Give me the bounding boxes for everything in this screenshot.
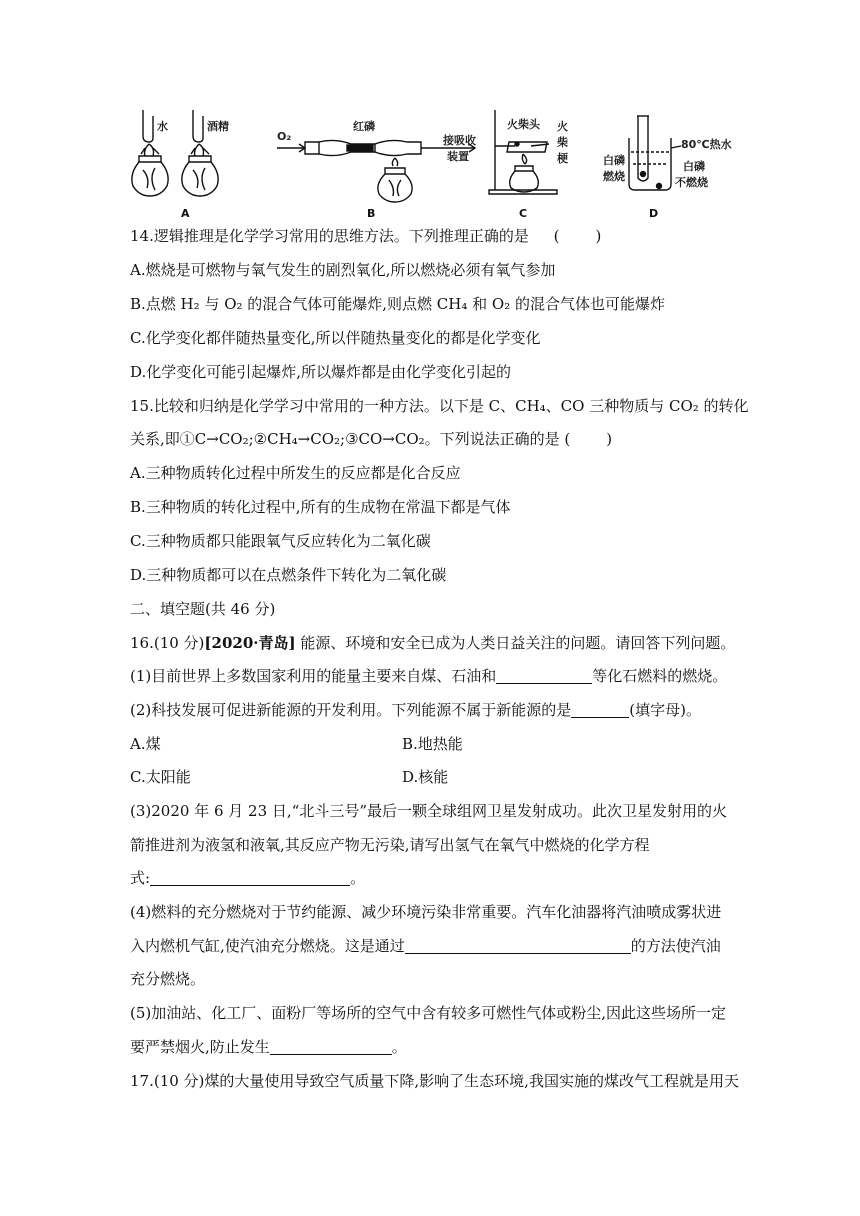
q16-part2-text: (2)科技发展可促进新能源的开发利用。下列能源不属于新能源的是: [130, 701, 572, 719]
q16-intro: 能源、环境和安全已成为人类日益关注的问题。请回答下列问题。: [295, 634, 736, 652]
q16-option-b: B.地热能: [402, 735, 463, 753]
q14-paren-open: (: [553, 227, 560, 245]
experiment-figures: [125, 108, 745, 218]
q16-option-c: C.太阳能: [130, 768, 191, 786]
label-match-stem-1: 火: [557, 120, 568, 133]
q14-stem-text: 14.逻辑推理是化学学习常用的思维方法。下列推理正确的是: [130, 227, 529, 245]
label-match-stem-2: 柴: [557, 136, 568, 149]
label-red-phosphorus: 红磷: [353, 120, 375, 133]
label-o2: O₂: [277, 130, 292, 143]
q14-option-a: A.燃烧是可燃物与氧气发生的剧烈氧化,所以燃烧必须有氧气参加: [130, 261, 556, 279]
figure-c: [487, 108, 587, 218]
label-wp-burn-2: 燃烧: [603, 170, 625, 183]
q16-part2: [130, 700, 701, 720]
q16-part4-text: 入内燃机气缸,使汽油充分燃烧。这是通过: [130, 937, 405, 955]
q16-part1-blank[interactable]: [496, 668, 592, 684]
q16-part2-tail: (填字母)。: [629, 701, 701, 719]
q16-score: 16.(10 分): [130, 634, 205, 652]
q16-part1-tail: 等化石燃料的燃烧。: [592, 667, 728, 685]
q16-part2-blank[interactable]: [571, 702, 629, 718]
q16-part3-label: 式:: [130, 869, 151, 887]
label-water: 水: [157, 120, 168, 133]
label-wp-noburn-2: 不燃烧: [675, 176, 708, 189]
q16-option-d: D.核能: [402, 768, 449, 786]
q14-stem: [130, 226, 601, 246]
label-match-head: 火柴头: [507, 118, 540, 131]
q16-part4-blank[interactable]: [405, 938, 631, 954]
q15-option-b: B.三种物质的转化过程中,所有的生成物在常温下都是气体: [130, 498, 511, 516]
section-heading: 二、填空题(共 46 分): [130, 600, 276, 618]
label-wp-noburn-1: 白磷: [683, 160, 705, 173]
q16-heading: [130, 633, 735, 653]
label-receiver-1: 接吸收: [443, 134, 476, 147]
q16-part5-line1: (5)加油站、化工厂、面粉厂等场所的空气中含有较多可燃性气体或粉尘,因此这些场所一定: [130, 1004, 727, 1022]
caption-b: B: [367, 207, 376, 220]
q15-option-c: C.三种物质都只能跟氧气反应转化为二氧化碳: [130, 532, 431, 550]
q15-stem-line2-text: 关系,即①C→CO₂;②CH₄→CO₂;③CO→CO₂。下列说法正确的是 (: [130, 430, 571, 448]
white-phosphorus-beaker-illustration: [609, 108, 745, 208]
caption-a: A: [181, 207, 190, 220]
figure-b: [275, 108, 505, 218]
label-wp-burn-1: 白磷: [603, 154, 625, 167]
q16-part5-line2: [130, 1037, 407, 1057]
figure-a: [125, 108, 245, 218]
q16-part1: [130, 666, 727, 686]
label-match-stem-3: 梗: [557, 152, 568, 165]
q15-option-d: D.三种物质都可以在点燃条件下转化为二氧化碳: [130, 566, 447, 584]
q14-option-c: C.化学变化都伴随热量变化,所以伴随热量变化的都是化学变化: [130, 329, 541, 347]
q16-part3-blank[interactable]: [150, 870, 350, 886]
q16-part4-line2: [130, 936, 721, 956]
label-receiver-2: 装置: [447, 150, 469, 163]
q16-part5-blank[interactable]: [270, 1039, 392, 1055]
q16-options-row1: [130, 734, 161, 754]
label-hot-water: 80℃热水: [681, 138, 732, 151]
q16-part4-line3: 充分燃烧。: [130, 970, 206, 988]
q15-paren-close: ): [606, 430, 613, 448]
q17-line1: 17.(10 分)煤的大量使用导致空气质量下降,影响了生态环境,我国实施的煤改气工程就是用天: [130, 1072, 739, 1090]
q16-part5-text: 要严禁烟火,防止发生: [130, 1038, 270, 1056]
q16-part5-end: 。: [391, 1038, 407, 1056]
q16-part3-line2: 箭推进剂为液氢和液氧,其反应产物无污染,请写出氢气在氧气中燃烧的化学方程: [130, 836, 650, 854]
q15-stem-line1: 15.比较和归纳是化学学习中常用的一种方法。以下是 C、CH₄、CO 三种物质与 CO₂ 的转化: [130, 397, 749, 415]
red-phosphorus-apparatus-illustration: [275, 108, 505, 208]
q16-part1-text: (1)目前世界上多数国家利用的能量主要来自煤、石油和: [130, 667, 497, 685]
label-alcohol: 酒精: [207, 120, 229, 133]
q15-option-a: A.三种物质转化过程中所发生的反应都是化合反应: [130, 464, 461, 482]
q14-paren-close: ): [595, 227, 602, 245]
q16-source: [2020·青岛]: [204, 634, 296, 652]
q15-stem-line2: [130, 429, 612, 449]
q16-option-a: A.煤: [130, 735, 161, 753]
caption-c: C: [519, 207, 528, 220]
q14-option-d: D.化学变化可能引起爆炸,所以爆炸都是由化学变化引起的: [130, 363, 512, 381]
q16-part4-tail: 的方法使汽油: [630, 937, 721, 955]
q16-part4-line1: (4)燃料的充分燃烧对于节约能源、减少环境污染非常重要。汽车化油器将汽油喷成雾状进: [130, 903, 722, 921]
caption-d: D: [649, 207, 659, 220]
figure-d: [603, 108, 745, 220]
q16-part3-end: 。: [350, 869, 366, 887]
q16-part3-line1: (3)2020 年 6 月 23 日,“北斗三号”最后一颗全球组网卫星发射成功。此次卫星发射用的火: [130, 802, 728, 820]
q14-option-b: B.点燃 H₂ 与 O₂ 的混合气体可能爆炸,则点燃 CH₄ 和 O₂ 的混合气体也可能爆炸: [130, 295, 665, 313]
q16-part3-line3: [130, 868, 365, 888]
